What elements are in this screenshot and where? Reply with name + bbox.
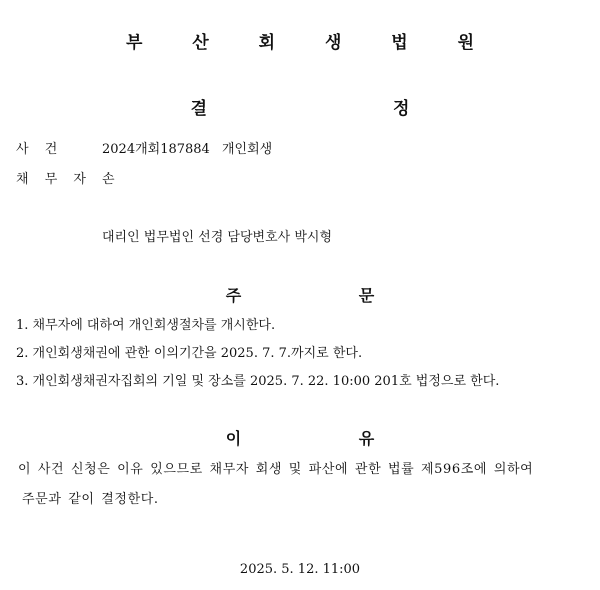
case-number: 2024개회187884 bbox=[102, 142, 210, 157]
reason-line-1: 이 사건 신청은 이유 있으므로 채무자 회생 및 파산에 관한 법률 제596조에 의하여 bbox=[18, 462, 534, 477]
agent-line: 대리인 법무법인 선경 담당변호사 박시형 bbox=[102, 230, 333, 245]
order-item-2: 2. 개인회생채권에 관한 이의기간을 2025. 7. 7.까지로 한다. bbox=[16, 346, 363, 361]
order-item-3: 3. 개인회생채권자집회의 기일 및 장소를 2025. 7. 22. 10:00 201호 법정으로 한다. bbox=[16, 374, 500, 389]
order-item-1: 1. 채무자에 대하여 개인회생절차를 개시한다. bbox=[16, 318, 276, 333]
court-name: 부 산 회 생 법 원 bbox=[125, 33, 497, 53]
reason-line-2: 주문과 같이 결정한다. bbox=[22, 492, 159, 507]
case-type: 개인회생 bbox=[222, 142, 273, 157]
document-title: 결 정 bbox=[190, 99, 500, 119]
reason-heading: 이 유 bbox=[225, 429, 431, 448]
case-label: 사 건 bbox=[16, 142, 64, 157]
order-heading: 주 문 bbox=[225, 286, 431, 305]
debtor-label: 채 무 자 bbox=[16, 172, 92, 187]
debtor-name: 손 bbox=[102, 172, 115, 187]
decision-date: 2025. 5. 12. 11:00 bbox=[239, 562, 361, 577]
